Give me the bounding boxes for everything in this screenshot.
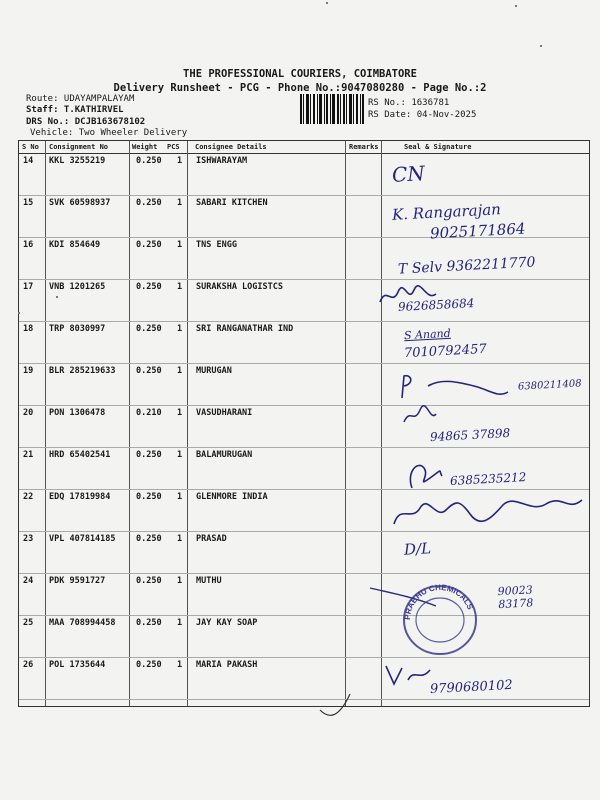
row-sno: 20 [23, 408, 34, 418]
row-consignment-no: TRP 8030997 [49, 324, 106, 334]
staff-label: Staff: T.KATHIRVEL [26, 105, 124, 115]
row-weight: 0.250 [136, 576, 162, 586]
row-consignee: SRI RANGANATHAR IND [196, 324, 294, 334]
row-sno: 21 [23, 450, 34, 460]
row-pcs: 1 [177, 576, 183, 586]
signature-19-scribble [398, 372, 518, 402]
row-consignee: JAY KAY SOAP [196, 618, 258, 628]
row-consignee: MUTHU [196, 576, 222, 586]
row-consignment-no: VNB 1201265 [49, 282, 106, 292]
row-consignment-no: PON 1306478 [49, 408, 106, 418]
row-sno: 23 [23, 534, 34, 544]
row-pcs: 1 [177, 450, 183, 460]
col-weight: Weight [132, 143, 158, 151]
row-consignment-no: KDI 854649 [49, 240, 101, 250]
row-sno: 16 [23, 240, 34, 250]
row-sno: 17 [23, 282, 34, 292]
col-pcs: PCS [167, 143, 180, 151]
row-weight: 0.250 [136, 324, 162, 334]
row-pcs: 1 [177, 408, 183, 418]
row-weight: 0.250 [136, 156, 162, 166]
phone-20: 94865 37898 [429, 425, 511, 445]
row-consignee: SURAKSHA LOGISTCS [196, 282, 283, 292]
col-sno: S No [22, 143, 39, 151]
row-consignee: MARIA PAKASH [196, 660, 258, 670]
row-consignee: TNS ENGG [196, 240, 237, 250]
signature-18: S Anand [403, 326, 452, 343]
row-pcs: 1 [177, 324, 183, 334]
table-row [19, 531, 589, 574]
vehicle-label: Vehicle: Two Wheeler Delivery [30, 128, 188, 138]
row-consignee: ISHWARAYAM [196, 156, 248, 166]
phone-19: 6380211408 [517, 378, 582, 393]
row-sno: 18 [23, 324, 34, 334]
col-remarks: Remarks [349, 143, 379, 151]
row-pcs: 1 [177, 534, 183, 544]
row-pcs: 1 [177, 156, 183, 166]
barcode [300, 94, 364, 124]
table-row [19, 153, 589, 196]
row-pcs: 1 [177, 240, 183, 250]
row-weight: 0.250 [136, 534, 162, 544]
rs-date: RS Date: 04-Nov-2025 [368, 110, 477, 120]
signature-26-scribble [384, 662, 434, 690]
row-consignment-no: PDK 9591727 [49, 576, 106, 586]
row-weight: 0.250 [136, 282, 162, 292]
row-pcs: 1 [177, 618, 183, 628]
row-sno: 22 [23, 492, 34, 502]
drs-label: DRS No.: DCJB163678102 [26, 117, 146, 127]
col-consignee: Consignee Details [195, 143, 267, 151]
row-weight: 0.250 [136, 660, 162, 670]
stamp-text: PRABHU CHEMICALS [402, 582, 475, 621]
row-consignee: VASUDHARANI [196, 408, 253, 418]
table-row [19, 279, 589, 322]
row-weight: 0.210 [136, 408, 162, 418]
row-consignment-no: MAA 708994458 [49, 618, 116, 628]
row-consignee: SABARI KITCHEN [196, 198, 268, 208]
signature-21-scribble [404, 458, 444, 494]
phone-24: 90023 83178 [497, 583, 534, 612]
row-weight: 0.250 [136, 366, 162, 376]
row-sno: 15 [23, 198, 34, 208]
signature-15: K. Rangarajan [391, 200, 502, 224]
rs-number: RS No.: 1636781 [368, 98, 450, 108]
pen-mark [316, 690, 356, 726]
route-label: Route: UDAYAMPALAYAM [26, 94, 135, 104]
table-row [19, 321, 589, 364]
row-sno: 14 [23, 156, 34, 166]
row-pcs: 1 [177, 366, 183, 376]
signature-14: CN [391, 161, 426, 187]
row-consignee: PRASAD [196, 534, 227, 544]
row-sno: 26 [23, 660, 34, 670]
row-weight: 0.250 [136, 618, 162, 628]
row-weight: 0.250 [136, 198, 162, 208]
row-weight: 0.250 [136, 450, 162, 460]
row-consignment-no: SVK 60598937 [49, 198, 111, 208]
row-weight: 0.250 [136, 492, 162, 502]
row-pcs: 1 [177, 492, 183, 502]
signature-20-scribble [402, 404, 438, 426]
row-weight: 0.250 [136, 240, 162, 250]
row-pcs: 1 [177, 282, 183, 292]
row-consignee: MURUGAN [196, 366, 232, 376]
phone-17: 9626858684 [397, 296, 475, 314]
row-sno: 24 [23, 576, 34, 586]
row-pcs: 1 [177, 198, 183, 208]
col-consignment: Consignment No [49, 143, 109, 151]
row-sno: 19 [23, 366, 34, 376]
svg-text:PRABHU CHEMICALS [403, 583, 475, 620]
phone-15: 9025171864 [429, 219, 526, 243]
phone-26: 9790680102 [429, 677, 514, 698]
company-stamp [366, 576, 506, 660]
row-consignment-no: EDQ 17819984 [49, 492, 111, 502]
row-consignment-no: KKL 3255219 [49, 156, 106, 166]
row-consignee: BALAMURUGAN [196, 450, 253, 460]
signature-16: T Selv 9362211770 [397, 254, 536, 278]
signature-22-scribble [390, 494, 586, 530]
row-consignee: GLENMORE INDIA [196, 492, 268, 502]
phone-18: 7010792457 [403, 341, 488, 362]
row-consignment-no: VPL 407814185 [49, 534, 116, 544]
row-consignment-no: POL 1735644 [49, 660, 106, 670]
row-consignment-no: BLR 285219633 [49, 366, 116, 376]
row-sno: 25 [23, 618, 34, 628]
row-consignment-no: HRD 65402541 [49, 450, 111, 460]
signature-23: D/L [403, 539, 432, 559]
phone-21: 6385235212 [449, 470, 527, 488]
runsheet-subtitle: Delivery Runsheet - PCG - Phone No.:9047080280 - Page No.:2 [113, 82, 487, 94]
company-title: THE PROFESSIONAL COURIERS, COIMBATORE [183, 68, 417, 80]
col-seal: Seal & Signature [404, 143, 472, 151]
row-pcs: 1 [177, 660, 183, 670]
